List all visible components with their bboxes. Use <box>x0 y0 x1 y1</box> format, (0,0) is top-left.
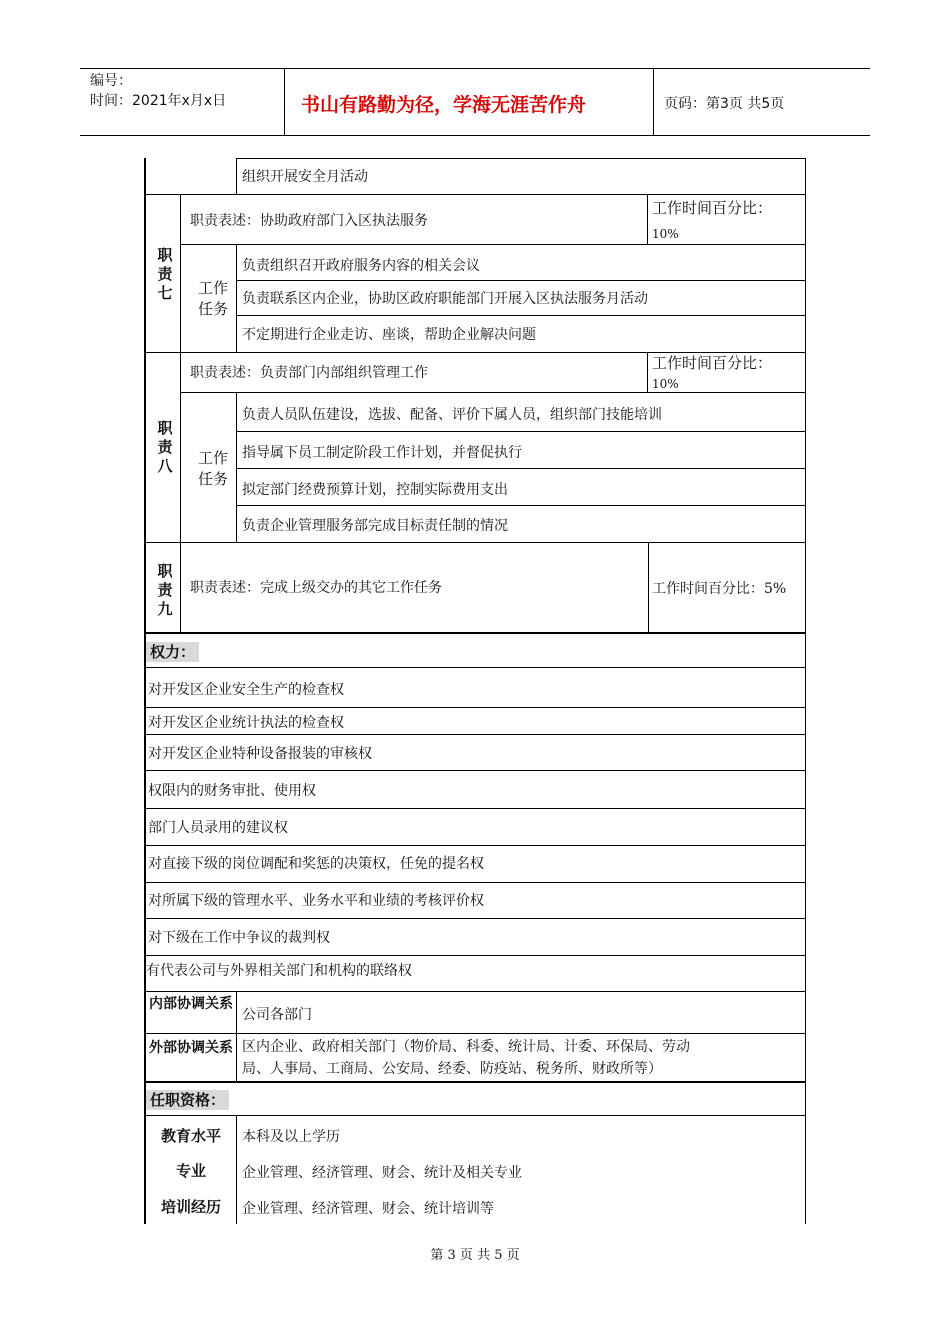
internal-relations-value: 公司各部门 <box>242 1007 312 1023</box>
header-motto: 书山有路勤为径，学海无涯苦作舟 <box>301 94 587 116</box>
power-item-7: 对所属下级的管理水平、业务水平和业绩的考核评价权 <box>148 893 484 909</box>
duty8-task-label: 工作任务 <box>197 449 228 488</box>
power-item-2: 对开发区企业统计执法的检查权 <box>148 715 344 731</box>
power-item-6: 对直接下级的岗位调配和奖惩的决策权，任免的提名权 <box>148 856 484 872</box>
header-date-label: 时间：2021年x月x日 <box>90 93 227 109</box>
power-item-5: 部门人员录用的建议权 <box>148 820 288 836</box>
page-footer: 第 3 页 共 5 页 <box>430 1248 520 1263</box>
qualification-value-major: 企业管理、经济管理、财会、统计及相关专业 <box>242 1165 522 1181</box>
duty7-task-2: 负责联系区内企业，协助区政府职能部门开展入区执法服务月活动 <box>242 291 648 307</box>
duty8-task-3: 拟定部门经费预算计划，控制实际费用支出 <box>242 482 508 498</box>
power-item-9: 有代表公司与外界相关部门和机构的联络权 <box>146 963 412 979</box>
duty7-title-text: 职 责 七 <box>157 246 173 302</box>
qualification-value-education: 本科及以上学历 <box>242 1129 340 1145</box>
duty7-title <box>155 246 175 303</box>
duty8-statement: 职责表述：负责部门内部组织管理工作 <box>190 365 428 381</box>
qualification-label-training: 培训经历 <box>160 1198 221 1216</box>
duty9-title <box>155 562 175 619</box>
header-page-label: 页码：第3页 共5页 <box>664 96 785 112</box>
duty7-task-3: 不定期进行企业走访、座谈，帮助企业解决问题 <box>242 327 536 343</box>
external-relations-label: 外部协调关系 <box>149 1040 233 1056</box>
duty7-task-1: 负责组织召开政府服务内容的相关会议 <box>242 258 480 274</box>
qualification-value-training: 企业管理、经济管理、财会、统计培训等 <box>242 1201 494 1217</box>
power-item-8: 对下级在工作中争议的裁判权 <box>148 930 330 946</box>
external-relations-value-2: 局、人事局、工商局、公安局、经委、防疫站、税务所、财政所等） <box>242 1061 662 1077</box>
duty8-task-4: 负责企业管理服务部完成目标责任制的情况 <box>242 518 508 534</box>
header-number-label: 编号： <box>90 73 132 89</box>
duty8-title <box>155 419 175 476</box>
powers-section-label: 权力： <box>146 642 199 662</box>
internal-relations-label: 内部协调关系 <box>149 996 233 1012</box>
duty8-task-2: 指导属下员工制定阶段工作计划，并督促执行 <box>242 445 522 461</box>
duty7-statement: 职责表述：协助政府部门入区执法服务 <box>190 213 428 229</box>
qualification-label-education: 教育水平 <box>160 1127 221 1145</box>
duty7-time-label: 工作时间百分比： <box>652 199 773 217</box>
duty8-task-1: 负责人员队伍建设，选拔、配备、评价下属人员，组织部门技能培训 <box>242 407 662 423</box>
duty8-time-value: 10% <box>652 377 679 391</box>
qualification-label-major: 专业 <box>175 1162 206 1180</box>
duty9-time-label: 工作时间百分比：5% <box>652 581 787 597</box>
power-item-4: 权限内的财务审批、使用权 <box>148 783 316 799</box>
duty7-task-label: 工作任务 <box>197 279 228 318</box>
external-relations-value-1: 区内企业、政府相关部门（物价局、科委、统计局、计委、环保局、劳动 <box>242 1039 690 1055</box>
duty9-statement: 职责表述：完成上级交办的其它工作任务 <box>190 580 442 596</box>
duty8-time-label: 工作时间百分比： <box>652 354 773 372</box>
qualifications-section-label: 任职资格： <box>146 1090 229 1110</box>
duty8-title-text: 职 责 八 <box>157 419 173 475</box>
duty7-time-value: 10% <box>652 227 679 241</box>
duty9-title-text: 职 责 九 <box>157 562 173 618</box>
top-row-task: 组织开展安全月活动 <box>242 169 368 185</box>
power-item-1: 对开发区企业安全生产的检查权 <box>148 682 344 698</box>
power-item-3: 对开发区企业特种设备报装的审核权 <box>148 746 372 762</box>
